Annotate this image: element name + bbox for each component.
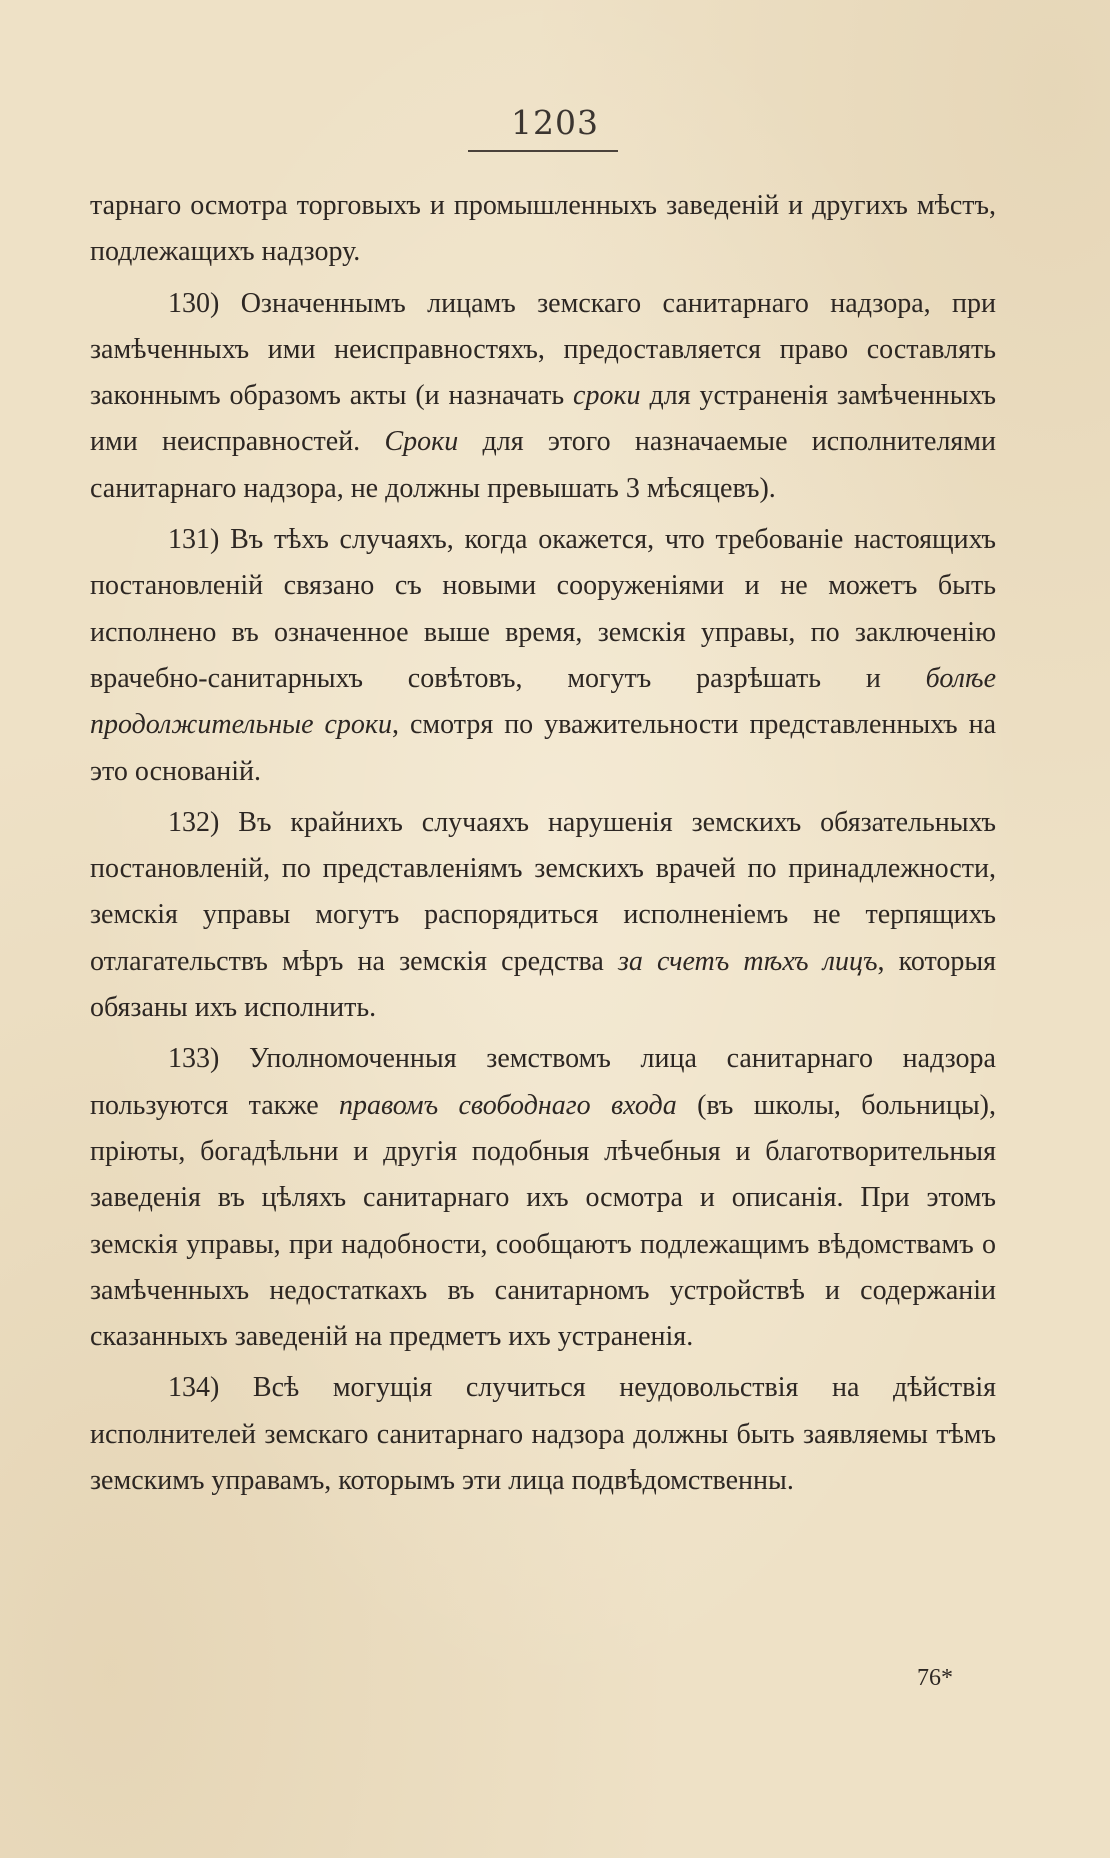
text-segment: 134) Всѣ могущiя случиться неудовольствiя на дѣйствiя исполнителей земскаго санитарнаго надзора должны быть заявляемы тѣмъ земскимъ управамъ, которымъ эти лица подвѣдомственны. bbox=[90, 1372, 996, 1497]
italic-text-segment: сроки bbox=[573, 380, 641, 412]
italic-text-segment: болѣе продолжительные сроки bbox=[90, 662, 996, 741]
paragraph-131 bbox=[90, 517, 996, 795]
header-rule bbox=[468, 150, 618, 152]
paragraph-continuation bbox=[90, 183, 996, 276]
text-segment: 133) Уполномоченныя земствомъ лица санитарнаго надзора пользуются также bbox=[90, 1043, 996, 1121]
text-segment: (въ школы, больницы), прiюты, богадѣльни и другiя подобныя лѣчебныя и благотворительныя заведенiя въ цѣляхъ санитарнаго ихъ осмотра и описанiя. При этомъ земскiя управы, при надобности, сообщаютъ подлежащимъ вѣдомствамъ о замѣченныхъ недостаткахъ въ санитарномъ устройствѣ и содержанiи сказанныхъ заведенiй на предметъ ихъ устраненiя. bbox=[90, 1089, 997, 1353]
body-text bbox=[90, 183, 996, 1504]
signature-mark: 76* bbox=[917, 1665, 953, 1691]
text-segment: тарнаго осмотра торговыхъ и промышленныхъ заведенiй и другихъ мѣстъ, подлежащихъ надзору. bbox=[90, 190, 996, 268]
text-segment: для этого назначаемые исполнителями санитарнаго надзора, не должны превышать 3 мѣсяцевъ). bbox=[90, 426, 996, 504]
text-segment: 131) Въ тѣхъ случаяхъ, когда окажется, что требованiе настоящихъ постановленiй связано съ новыми сооруженiями и не можетъ быть исполнено въ означенное выше время, земскiя управы, по заключенiю врачебно-санитарныхъ совѣтовъ, могутъ разрѣшать и bbox=[90, 524, 996, 694]
text-segment: 130) Означеннымъ лицамъ земскаго санитарнаго надзора, при замѣченныхъ ими неисправностяхъ, предоставляется право составлять законнымъ образомъ акты (и назначать bbox=[90, 287, 996, 412]
text-segment: , которыя обязаны ихъ исполнить. bbox=[90, 945, 997, 1024]
page-number: 1203 bbox=[511, 103, 599, 142]
italic-text-segment: за счетъ тѣхъ лицъ bbox=[617, 945, 878, 977]
paragraph-130 bbox=[90, 281, 996, 512]
text-segment: , смотря по уважительности представленныхъ на это основанiй. bbox=[90, 709, 996, 787]
text-segment: для устраненiя замѣченныхъ ими неисправностей. bbox=[90, 380, 996, 458]
paragraph-133 bbox=[90, 1036, 996, 1360]
italic-text-segment: правомъ свободнаго входа bbox=[339, 1089, 677, 1121]
paragraph-132 bbox=[90, 800, 996, 1031]
text-segment: 132) Въ крайнихъ случаяхъ нарушенiя земскихъ обязательныхъ постановленiй, по представленiямъ земскихъ врачей по принадлежности, земскiя управы могутъ распорядиться исполненiемъ не терпящихъ отлагательствъ мѣръ на земскiя средства bbox=[90, 806, 996, 977]
italic-text-segment: Сроки bbox=[384, 426, 459, 458]
paragraph-134 bbox=[90, 1365, 996, 1504]
